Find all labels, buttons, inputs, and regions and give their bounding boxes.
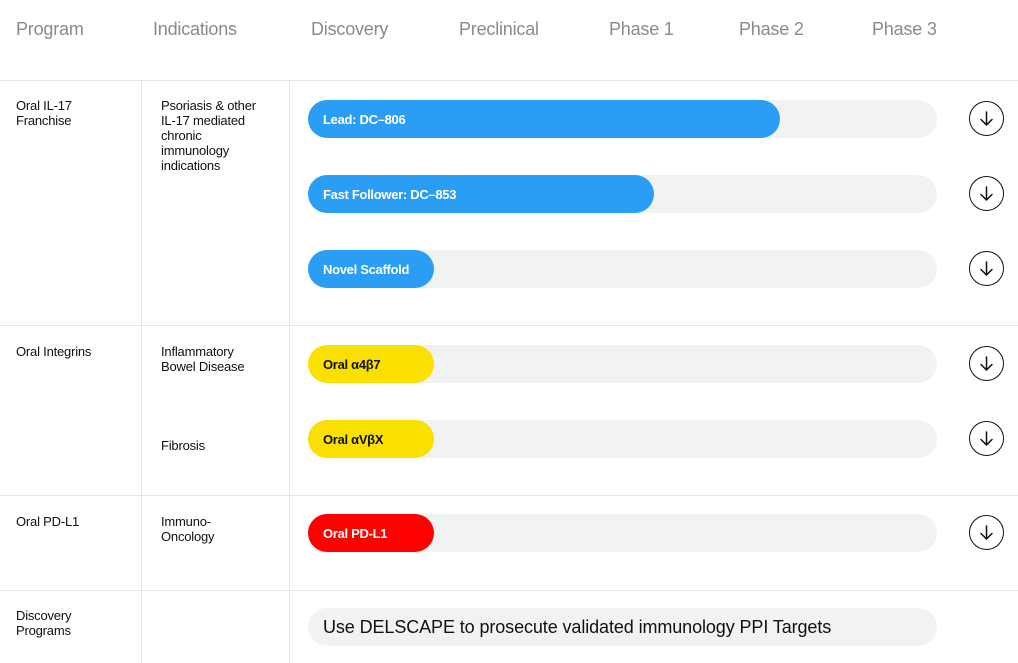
arrow-down-circle-icon[interactable] <box>969 176 1004 211</box>
arrow-down-circle-icon[interactable] <box>969 346 1004 381</box>
progress-bar-fast-follower[interactable] <box>308 175 654 213</box>
arrow-down-circle-icon[interactable] <box>969 101 1004 136</box>
progress-track <box>308 100 937 138</box>
row-divider <box>0 495 1018 496</box>
program-name: Oral Integrins <box>16 344 92 359</box>
program-name: Discovery Programs <box>16 608 72 638</box>
header-phase-1: Phase 1 <box>609 19 674 39</box>
progress-bar-oral-a4b7[interactable] <box>308 345 434 383</box>
arrow-down-circle-icon[interactable] <box>969 251 1004 286</box>
progress-bar-oral-pd-l1[interactable] <box>308 514 434 552</box>
arrow-down-circle-icon[interactable] <box>969 421 1004 456</box>
bar-label: Novel Scaffold <box>323 261 410 277</box>
bar-label: Fast Follower: DC–853 <box>323 186 457 202</box>
indication-text: Fibrosis <box>161 438 205 453</box>
program-name: Oral IL-17 Franchise <box>16 98 72 128</box>
program-name: Oral PD-L1 <box>16 514 80 529</box>
progress-track <box>308 420 937 458</box>
discovery-note-pill <box>308 608 937 646</box>
column-divider <box>289 80 290 663</box>
header-preclinical: Preclinical <box>459 19 539 39</box>
progress-bar-novel-scaffold[interactable] <box>308 250 434 288</box>
bar-label: Lead: DC–806 <box>323 111 406 127</box>
header-phase-3: Phase 3 <box>872 19 937 39</box>
progress-track <box>308 250 937 288</box>
row-divider <box>0 325 1018 326</box>
progress-track <box>308 175 937 213</box>
row-divider <box>0 80 1018 81</box>
progress-bar-lead[interactable] <box>308 100 780 138</box>
row-divider <box>0 590 1018 591</box>
header-phase-2: Phase 2 <box>739 19 804 39</box>
bar-label: Oral α4β7 <box>323 356 381 372</box>
discovery-note-text: Use DELSCAPE to prosecute validated immunology PPI Targets <box>323 616 832 637</box>
indication-text: Immuno- Oncology <box>161 514 215 544</box>
bar-label: Oral αVβX <box>323 431 384 447</box>
indication-text: Psoriasis & other IL-17 mediated chronic immunology indications <box>161 98 256 173</box>
column-divider <box>141 80 142 663</box>
header-discovery: Discovery <box>311 19 389 39</box>
progress-track <box>308 345 937 383</box>
arrow-down-circle-icon[interactable] <box>969 515 1004 550</box>
progress-bar-oral-avbx[interactable] <box>308 420 434 458</box>
indication-text: Inflammatory Bowel Disease <box>161 344 245 374</box>
header-indications: Indications <box>153 19 237 39</box>
progress-track <box>308 514 937 552</box>
header-program: Program <box>16 19 84 39</box>
bar-label: Oral PD-L1 <box>323 525 388 541</box>
